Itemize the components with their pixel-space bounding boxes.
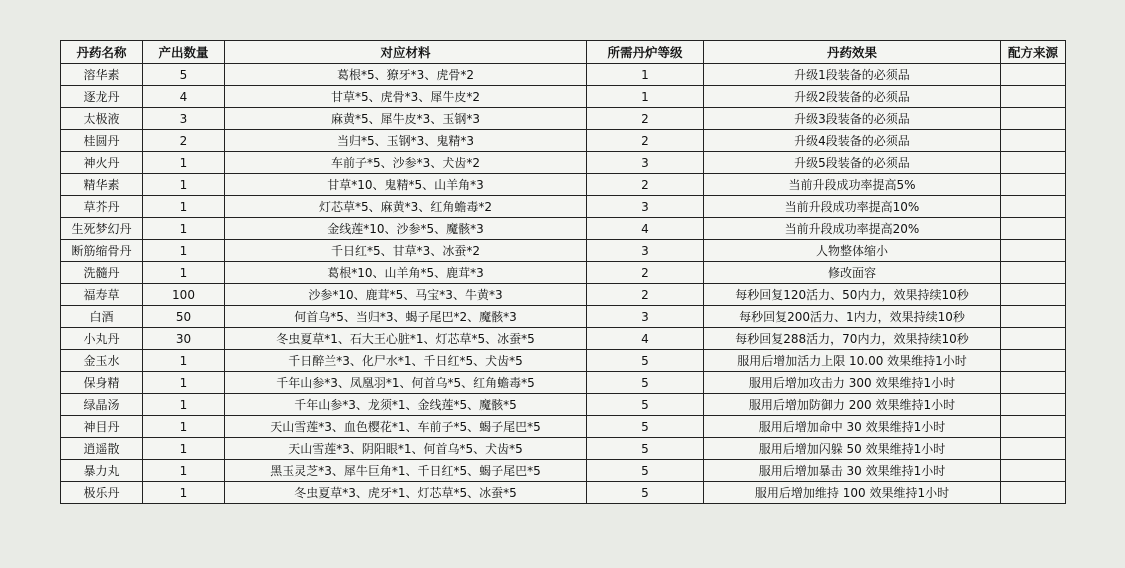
- cell-furnace-level: 2: [587, 130, 704, 152]
- pill-recipe-sheet: [60, 40, 1065, 504]
- cell-recipe-source: [1001, 394, 1066, 416]
- table-row: [61, 86, 1066, 108]
- cell-materials: 千年山参*3、凤凰羽*1、何首乌*5、红角蟾毒*5: [225, 372, 587, 394]
- cell-pill-name: 暴力丸: [61, 460, 143, 482]
- cell-recipe-source: [1001, 284, 1066, 306]
- cell-furnace-level: 4: [587, 218, 704, 240]
- cell-recipe-source: [1001, 218, 1066, 240]
- header-recipe-source: 配方来源: [1001, 41, 1066, 64]
- cell-furnace-level: 3: [587, 240, 704, 262]
- cell-output-quantity: 3: [143, 108, 225, 130]
- cell-recipe-source: [1001, 482, 1066, 504]
- cell-furnace-level: 2: [587, 262, 704, 284]
- cell-output-quantity: 1: [143, 218, 225, 240]
- cell-recipe-source: [1001, 350, 1066, 372]
- cell-furnace-level: 5: [587, 438, 704, 460]
- header-furnace-level: 所需丹炉等级: [587, 41, 704, 64]
- cell-recipe-source: [1001, 174, 1066, 196]
- table-row: [61, 196, 1066, 218]
- cell-materials: 甘草*10、鬼精*5、山羊角*3: [225, 174, 587, 196]
- cell-pill-effect: 升级3段装备的必须品: [704, 108, 1001, 130]
- cell-pill-name: 逍遥散: [61, 438, 143, 460]
- table-row: [61, 152, 1066, 174]
- cell-output-quantity: 1: [143, 240, 225, 262]
- cell-output-quantity: 30: [143, 328, 225, 350]
- cell-recipe-source: [1001, 372, 1066, 394]
- cell-pill-effect: 服用后增加攻击力 300 效果维持1小时: [704, 372, 1001, 394]
- table-row: [61, 108, 1066, 130]
- cell-recipe-source: [1001, 130, 1066, 152]
- table-row: [61, 284, 1066, 306]
- table-row: [61, 328, 1066, 350]
- cell-materials: 灯芯草*5、麻黄*3、红角蟾毒*2: [225, 196, 587, 218]
- cell-output-quantity: 100: [143, 284, 225, 306]
- cell-pill-name: 极乐丹: [61, 482, 143, 504]
- cell-materials: 葛根*10、山羊角*5、鹿茸*3: [225, 262, 587, 284]
- pill-recipe-table: [60, 40, 1066, 504]
- cell-materials: 当归*5、玉钢*3、鬼精*3: [225, 130, 587, 152]
- cell-output-quantity: 1: [143, 152, 225, 174]
- cell-recipe-source: [1001, 306, 1066, 328]
- cell-furnace-level: 3: [587, 196, 704, 218]
- cell-pill-effect: 每秒回复120活力、50内力，效果持续10秒: [704, 284, 1001, 306]
- cell-materials: 冬虫夏草*3、虎牙*1、灯芯草*5、冰蚕*5: [225, 482, 587, 504]
- cell-recipe-source: [1001, 86, 1066, 108]
- cell-furnace-level: 2: [587, 284, 704, 306]
- cell-output-quantity: 1: [143, 394, 225, 416]
- cell-materials: 黑玉灵芝*3、犀牛巨角*1、千日红*5、蝎子尾巴*5: [225, 460, 587, 482]
- cell-pill-name: 洗髓丹: [61, 262, 143, 284]
- cell-materials: 沙参*10、鹿茸*5、马宝*3、牛黄*3: [225, 284, 587, 306]
- cell-output-quantity: 1: [143, 196, 225, 218]
- cell-output-quantity: 1: [143, 460, 225, 482]
- cell-output-quantity: 4: [143, 86, 225, 108]
- cell-pill-name: 生死梦幻丹: [61, 218, 143, 240]
- cell-pill-effect: 每秒回复288活力，70内力，效果持续10秒: [704, 328, 1001, 350]
- cell-furnace-level: 5: [587, 460, 704, 482]
- cell-output-quantity: 1: [143, 482, 225, 504]
- cell-furnace-level: 1: [587, 86, 704, 108]
- table-row: [61, 130, 1066, 152]
- cell-recipe-source: [1001, 64, 1066, 86]
- cell-pill-name: 桂圆丹: [61, 130, 143, 152]
- cell-pill-name: 神火丹: [61, 152, 143, 174]
- cell-pill-effect: 人物整体缩小: [704, 240, 1001, 262]
- cell-materials: 甘草*5、虎骨*3、犀牛皮*2: [225, 86, 587, 108]
- cell-pill-name: 白酒: [61, 306, 143, 328]
- cell-furnace-level: 5: [587, 372, 704, 394]
- cell-furnace-level: 1: [587, 64, 704, 86]
- table-row: [61, 218, 1066, 240]
- cell-recipe-source: [1001, 460, 1066, 482]
- cell-pill-effect: 当前升段成功率提高10%: [704, 196, 1001, 218]
- cell-materials: 麻黄*5、犀牛皮*3、玉钢*3: [225, 108, 587, 130]
- cell-pill-effect: 服用后增加防御力 200 效果维持1小时: [704, 394, 1001, 416]
- cell-materials: 千年山参*3、龙须*1、金线莲*5、魔骸*5: [225, 394, 587, 416]
- header-materials: 对应材料: [225, 41, 587, 64]
- table-row: [61, 438, 1066, 460]
- cell-materials: 车前子*5、沙参*3、犬齿*2: [225, 152, 587, 174]
- cell-furnace-level: 5: [587, 350, 704, 372]
- table-row: [61, 394, 1066, 416]
- cell-pill-name: 神目丹: [61, 416, 143, 438]
- cell-pill-name: 绿晶汤: [61, 394, 143, 416]
- header-output-quantity: 产出数量: [143, 41, 225, 64]
- table-row: [61, 64, 1066, 86]
- cell-recipe-source: [1001, 108, 1066, 130]
- header-pill-name: 丹药名称: [61, 41, 143, 64]
- cell-output-quantity: 1: [143, 174, 225, 196]
- cell-recipe-source: [1001, 416, 1066, 438]
- cell-pill-name: 小丸丹: [61, 328, 143, 350]
- table-header-row: [61, 41, 1066, 64]
- cell-pill-name: 草芥丹: [61, 196, 143, 218]
- cell-materials: 何首乌*5、当归*3、蝎子尾巴*2、魔骸*3: [225, 306, 587, 328]
- cell-materials: 千日醉兰*3、化尸水*1、千日红*5、犬齿*5: [225, 350, 587, 372]
- cell-pill-effect: 服用后增加闪躲 50 效果维持1小时: [704, 438, 1001, 460]
- cell-furnace-level: 5: [587, 416, 704, 438]
- cell-pill-effect: 服用后增加暴击 30 效果维持1小时: [704, 460, 1001, 482]
- cell-recipe-source: [1001, 240, 1066, 262]
- cell-pill-name: 太极液: [61, 108, 143, 130]
- cell-output-quantity: 1: [143, 438, 225, 460]
- cell-output-quantity: 1: [143, 372, 225, 394]
- cell-furnace-level: 5: [587, 394, 704, 416]
- cell-materials: 金线莲*10、沙参*5、魔骸*3: [225, 218, 587, 240]
- cell-pill-name: 断筋缩骨丹: [61, 240, 143, 262]
- table-row: [61, 460, 1066, 482]
- cell-recipe-source: [1001, 196, 1066, 218]
- cell-output-quantity: 1: [143, 416, 225, 438]
- cell-pill-effect: 服用后增加活力上限 10.00 效果维持1小时: [704, 350, 1001, 372]
- cell-output-quantity: 1: [143, 350, 225, 372]
- table-row: [61, 416, 1066, 438]
- cell-recipe-source: [1001, 152, 1066, 174]
- cell-pill-effect: 当前升段成功率提高5%: [704, 174, 1001, 196]
- cell-recipe-source: [1001, 262, 1066, 284]
- cell-materials: 葛根*5、獠牙*3、虎骨*2: [225, 64, 587, 86]
- cell-output-quantity: 1: [143, 262, 225, 284]
- table-row: [61, 350, 1066, 372]
- cell-furnace-level: 4: [587, 328, 704, 350]
- table-row: [61, 372, 1066, 394]
- cell-pill-name: 溶华素: [61, 64, 143, 86]
- cell-furnace-level: 3: [587, 306, 704, 328]
- table-row: [61, 240, 1066, 262]
- cell-materials: 千日红*5、甘草*3、冰蚕*2: [225, 240, 587, 262]
- cell-pill-effect: 服用后增加维持 100 效果维持1小时: [704, 482, 1001, 504]
- cell-furnace-level: 3: [587, 152, 704, 174]
- cell-pill-name: 福寿草: [61, 284, 143, 306]
- cell-furnace-level: 5: [587, 482, 704, 504]
- header-pill-effect: 丹药效果: [704, 41, 1001, 64]
- cell-pill-name: 金玉水: [61, 350, 143, 372]
- cell-materials: 冬虫夏草*1、石大王心脏*1、灯芯草*5、冰蚕*5: [225, 328, 587, 350]
- cell-materials: 天山雪莲*3、阴阳眼*1、何首乌*5、犬齿*5: [225, 438, 587, 460]
- cell-recipe-source: [1001, 328, 1066, 350]
- cell-pill-name: 保身精: [61, 372, 143, 394]
- table-row: [61, 174, 1066, 196]
- cell-pill-effect: 升级1段装备的必须品: [704, 64, 1001, 86]
- cell-materials: 天山雪莲*3、血色樱花*1、车前子*5、蝎子尾巴*5: [225, 416, 587, 438]
- cell-pill-effect: 升级2段装备的必须品: [704, 86, 1001, 108]
- cell-pill-effect: 升级4段装备的必须品: [704, 130, 1001, 152]
- cell-pill-effect: 当前升段成功率提高20%: [704, 218, 1001, 240]
- cell-pill-effect: 服用后增加命中 30 效果维持1小时: [704, 416, 1001, 438]
- table-row: [61, 482, 1066, 504]
- cell-furnace-level: 2: [587, 174, 704, 196]
- table-row: [61, 306, 1066, 328]
- cell-furnace-level: 2: [587, 108, 704, 130]
- cell-recipe-source: [1001, 438, 1066, 460]
- table-row: [61, 262, 1066, 284]
- cell-pill-name: 精华素: [61, 174, 143, 196]
- cell-output-quantity: 50: [143, 306, 225, 328]
- cell-pill-effect: 每秒回复200活力、1内力，效果持续10秒: [704, 306, 1001, 328]
- cell-output-quantity: 2: [143, 130, 225, 152]
- cell-pill-name: 逐龙丹: [61, 86, 143, 108]
- cell-pill-effect: 升级5段装备的必须品: [704, 152, 1001, 174]
- cell-output-quantity: 5: [143, 64, 225, 86]
- cell-pill-effect: 修改面容: [704, 262, 1001, 284]
